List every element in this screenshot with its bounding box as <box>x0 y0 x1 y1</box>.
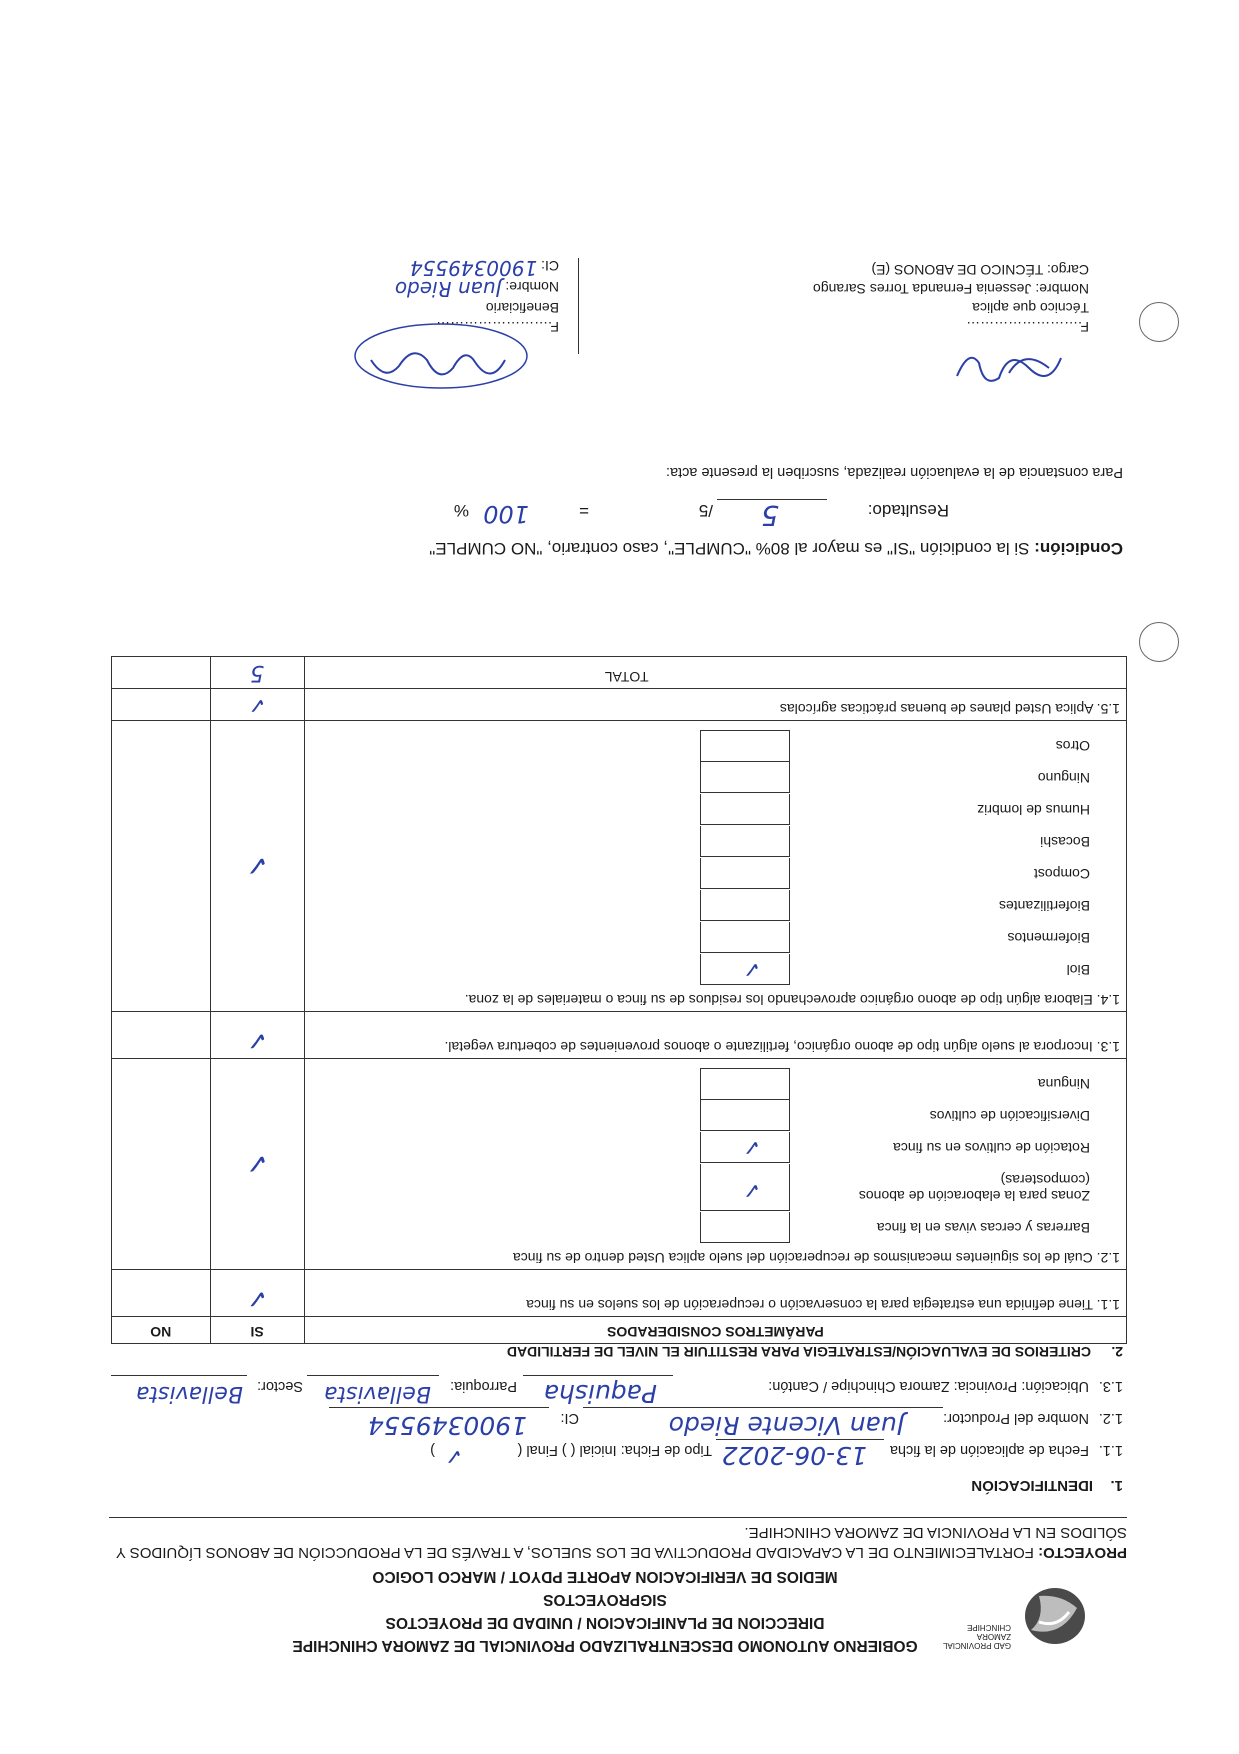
list-item <box>311 794 1120 826</box>
project-description <box>107 1522 1127 1562</box>
list-item <box>311 1068 1120 1100</box>
technician-name: Nombre: Jessenia Fernanda Torres Sarango <box>812 281 1089 297</box>
list-item <box>311 858 1120 890</box>
gad-logo <box>1013 1582 1091 1652</box>
field-1-2-number: 1.2. <box>1098 1410 1123 1426</box>
signature-divider <box>577 258 579 354</box>
option-label: Zonas para la elaboración de abonos (composteras) <box>858 1172 1090 1204</box>
closing-text: Para constancia de la evaluación realizada, suscriben la presente acta: <box>665 464 1123 480</box>
table-row-1-1 <box>112 1270 1127 1317</box>
header-direction: DIRECCION DE PLANIFICACION / UNIDAD DE PROYECTOS <box>385 1614 825 1631</box>
result-value: 5 <box>761 499 779 532</box>
header-institution: GOBIERNO AUTONOMO DESCENTRALIZADO PROVINCIAL DE ZAMORA CHINCHIPE <box>292 1637 918 1654</box>
params-header: PARÁMETROS CONSIDERADOS <box>304 1317 1126 1344</box>
criteria-table <box>111 656 1127 1344</box>
beneficiary-f-line: F.…………………… <box>436 319 559 335</box>
section-1-number: 1. <box>1110 1477 1123 1494</box>
option-label: Ninguna <box>1037 1076 1090 1092</box>
result-equals: = <box>579 501 589 520</box>
q11-si-mark: ✓ <box>246 1283 269 1313</box>
beneficiary-role: Beneficiario <box>485 300 559 316</box>
question-1-4: 1.4. Elabora algún tipo de abono orgánico aprovechando los residuos de su finca o materiales de la zona. <box>464 992 1120 1008</box>
q12-si-mark: ✓ <box>245 1147 269 1181</box>
final-check-mark: ✓ <box>444 1443 463 1468</box>
field-1-2-ci-underline <box>329 1407 549 1408</box>
question-1-5: 1.5. Aplica Usted planes de buenas prácticas agrícolas <box>304 689 1126 721</box>
beneficiary-name-label: Nombre: <box>505 279 559 295</box>
table-row-1-3 <box>112 1012 1127 1059</box>
option-label: Rotación de cultivos en su finca <box>893 1140 1090 1156</box>
table-row-1-4 <box>112 721 1127 1012</box>
parroquia-value: Bellavista <box>323 1381 431 1406</box>
field-1-1-label: Fecha de aplicación de la ficha <box>889 1442 1089 1458</box>
option-box <box>700 1165 790 1212</box>
option-box <box>700 730 790 762</box>
option-label: Diversificación de cultivos <box>929 1108 1090 1124</box>
field-1-2-ci-label: CI: <box>560 1410 579 1426</box>
list-item <box>311 1100 1120 1132</box>
table-total-row <box>112 657 1127 689</box>
q12-no-cell <box>112 1059 211 1270</box>
option-box <box>700 1101 790 1132</box>
option-label: Barreras y cercas vivas en la finca <box>876 1220 1090 1236</box>
q12-options <box>311 1068 1120 1244</box>
option-label: Biofertilizantes <box>998 898 1090 914</box>
list-item <box>311 1132 1120 1164</box>
section-2-title: CRITERIOS DE EVALUACIÓN/ESTRATEGIA PARA RESTITUIR EL NIVEL DE FERTILIDAD <box>506 1344 1091 1360</box>
question-1-1: 1.1. Tiene definida una estrategia para la conservación o recuperación de los suelos en su finca <box>304 1270 1126 1317</box>
technician-role: Técnico que aplica <box>972 300 1089 316</box>
sector-underline <box>111 1375 247 1376</box>
option-box <box>700 923 790 954</box>
field-1-1-number: 1.1. <box>1098 1442 1123 1458</box>
option-label: Biofermentos <box>1007 930 1090 946</box>
field-1-2-label: Nombre del Productor: <box>943 1410 1089 1426</box>
option-box <box>700 827 790 858</box>
table-row-1-2 <box>112 1059 1127 1270</box>
option-label: Ninguno <box>1037 770 1090 786</box>
question-1-4-cell <box>304 721 1126 1012</box>
project-text: FORTALECIMIENTO DE LA CAPACIDAD PRODUCTIVA DE LOS SUELOS, A TRAVÉS DE LA PRODUCCIÓN DE ABONOS LÍQUIDOS Y SÓLIDOS EN LA PROVINCIA DE ZAMORA CHINCHIPE. <box>116 1524 1127 1561</box>
option-box <box>700 763 790 794</box>
percent-value: 100 <box>483 500 529 528</box>
punch-hole-bottom <box>1139 302 1179 342</box>
result-denominator: /5 <box>698 501 713 520</box>
canton-underline <box>523 1375 673 1376</box>
q14-si-mark: ✓ <box>245 849 269 883</box>
beneficiary-ci: 1900349554 <box>409 256 538 280</box>
parroquia-label: Parroquia: <box>450 1378 517 1394</box>
sector-value: Bellavista <box>135 1381 243 1406</box>
field-1-3-number: 1.3. <box>1098 1378 1123 1394</box>
beneficiary-ci-line <box>395 256 559 280</box>
list-item <box>311 1164 1120 1212</box>
option-box <box>700 1133 790 1164</box>
q15-no-cell <box>112 689 211 721</box>
field-1-1-type-label: Tipo de Ficha: Inicial ( ) Final ( <box>517 1442 712 1458</box>
sector-label: Sector: <box>257 1378 303 1394</box>
field-1-3-label: Ubicación: Provincia: Zamora Chinchipe / Cantón: <box>768 1378 1089 1394</box>
parroquia-underline <box>307 1375 439 1376</box>
q15-si-mark: ✓ <box>247 692 267 717</box>
producer-name: Juan Vicente Riedo <box>668 1411 904 1440</box>
table-row-1-5 <box>112 689 1127 721</box>
technician-f-line: F.…………………… <box>966 319 1089 335</box>
q14-no-cell <box>112 721 211 1012</box>
option-box <box>700 1068 790 1100</box>
option-mark: ✓ <box>742 1134 761 1160</box>
table-header-row <box>112 1317 1127 1344</box>
beneficiary-name: Juan Riedo <box>394 277 502 301</box>
header-system: SIGPROYECTOS <box>543 1591 667 1608</box>
no-header: NO <box>112 1317 211 1344</box>
option-box <box>700 955 790 986</box>
result-label: Resultado: <box>867 501 949 520</box>
technician-cargo: Cargo: TÉCNICO DE ABONOS (E) <box>871 262 1089 278</box>
condition-line <box>429 538 1123 558</box>
condition-label: Condición: <box>1034 539 1123 558</box>
beneficiary-ci-label: CI: <box>541 258 559 274</box>
list-item <box>311 954 1120 986</box>
option-label: Humus de lombriz <box>977 802 1090 818</box>
header-subtitle: MEDIOS DE VERIFICACION APORTE PDYOT / MARCO LOGICO <box>372 1568 838 1585</box>
logo-caption: GAD PROVINCIAL ZAMORA CHINCHIPE <box>943 1623 1011 1650</box>
option-label: Otros <box>1055 738 1090 754</box>
total-no-cell <box>112 657 211 689</box>
project-label: PROYECTO: <box>1038 1544 1127 1561</box>
total-label: TOTAL <box>304 657 1126 689</box>
q11-no-cell <box>112 1270 211 1317</box>
list-item <box>311 1212 1120 1244</box>
list-item <box>311 922 1120 954</box>
section-2-number: 2. <box>1111 1344 1123 1360</box>
field-1-1-date: 13-06-2022 <box>721 1441 867 1470</box>
list-item <box>311 762 1120 794</box>
q14-options <box>311 730 1120 986</box>
section-1-title: IDENTIFICACIÓN <box>971 1477 1093 1494</box>
option-label: Compost <box>1033 866 1090 882</box>
list-item <box>311 890 1120 922</box>
option-label: Bocashi <box>1040 834 1090 850</box>
option-box <box>700 859 790 890</box>
list-item <box>311 826 1120 858</box>
technician-signature <box>949 334 1069 398</box>
technician-block <box>813 260 1089 336</box>
q13-si-mark: ✓ <box>246 1025 269 1055</box>
option-box <box>700 1213 790 1244</box>
option-label: Biol <box>1066 962 1090 978</box>
q13-no-cell <box>112 1012 211 1059</box>
option-box <box>700 795 790 826</box>
question-1-3: 1.3. Incorpora al suelo algún tipo de abono orgánico, fertilizante o abonos provenientes de cobertura vegetal. <box>304 1012 1126 1059</box>
list-item <box>311 730 1120 762</box>
si-header: SI <box>210 1317 304 1344</box>
percent-sign: % <box>453 501 469 520</box>
option-mark: ✓ <box>742 1177 761 1203</box>
question-1-2: 1.2. Cuál de los siguientes mecanismos de recuperación del suelo aplica Usted dentro de su finca <box>512 1250 1120 1266</box>
punch-hole-top <box>1139 622 1179 662</box>
beneficiary-name-line <box>394 277 559 301</box>
producer-ci: 1900349554 <box>367 1411 527 1440</box>
total-si-value: 5 <box>250 660 265 685</box>
option-box <box>700 891 790 922</box>
question-1-2-cell <box>304 1059 1126 1270</box>
project-underline <box>109 1517 1127 1518</box>
field-1-1-close: ) <box>430 1442 435 1458</box>
option-mark: ✓ <box>742 956 761 982</box>
condition-text: Si la condición "SI" es mayor al 80% "CUMPLE", caso contrario, "NO CUMPLE" <box>429 539 1030 558</box>
canton-value: Paquisha <box>543 1379 657 1408</box>
beneficiary-block <box>395 256 559 336</box>
